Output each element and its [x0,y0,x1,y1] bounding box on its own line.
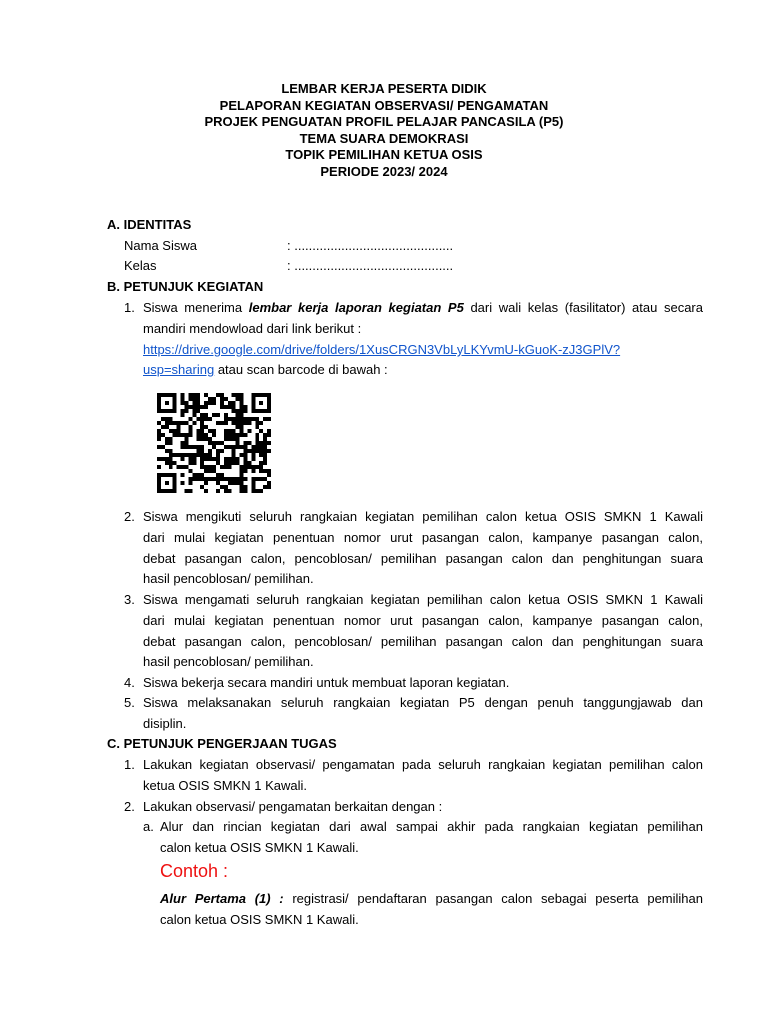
alur-line1 [160,889,703,910]
b-item2-line2: dari mulai kegiatan penentuan nomor urut pasangan calon, kampanye pasangan calon, [143,530,703,545]
b-item1-emphasis: lembar kerja laporan kegiatan P5 [248,300,464,315]
b-item1-post: dari wali kelas (fasilitator) atau secara [463,300,703,315]
c-item1-number: 1. [124,757,135,772]
header-line-6: PERIODE 2023/ 2024 [320,163,448,179]
b-item1-line3 [143,340,620,361]
header-line-2: PELAPORAN KEGIATAN OBSERVASI/ PENGAMATAN [219,97,549,113]
alur-label: Alur Pertama (1) : [160,891,284,906]
qr-code-icon [157,393,271,493]
b-item1-line1 [143,298,703,319]
b-item5-line2: disiplin. [143,716,187,731]
alur-line2: calon ketua OSIS SMKN 1 Kawali. [160,912,359,927]
c-sub-a-line2: calon ketua OSIS SMKN 1 Kawali. [160,840,359,855]
header-line-1: LEMBAR KERJA PESERTA DIDIK [281,81,487,96]
b-item1-after-link: atau scan barcode di bawah : [214,362,388,377]
kelas-label: Kelas [124,258,157,273]
b-item3-line3: debat pasangan calon, pencoblosan/ pemilihan pasangan calon dan penghitungan suara [143,634,703,649]
b-item2-line1: Siswa mengikuti seluruh rangkaian kegiatan pemilihan calon ketua OSIS SMKN 1 Kawali [143,509,703,524]
alur-line1-rest: registrasi/ pendaftaran pasangan calon sebagai peserta pemilihan [283,891,703,906]
section-a-title: A. IDENTITAS [107,217,192,232]
section-c-title: C. PETUNJUK PENGERJAAN TUGAS [107,736,337,751]
c-item1-line2: ketua OSIS SMKN 1 Kawali. [143,778,308,793]
kelas-field[interactable]: : ............................................ [287,258,454,273]
b-item5-line1: Siswa melaksanakan seluruh rangkaian kegiatan P5 dengan penuh tanggungjawab dan [143,695,703,710]
drive-link-part1[interactable]: https://drive.google.com/drive/folders/1XusCRGN3VbLyLKYvmU-kGuoK-zJ3GPlV? [143,342,621,357]
b-item2-number: 2. [124,509,135,524]
b-item1-line2: mandiri mendowload dari link berikut : [143,321,362,336]
c-item2-number: 2. [124,799,135,814]
b-item3-number: 3. [124,592,135,607]
nama-siswa-field[interactable]: : ............................................ [287,238,454,253]
c-item1-line1: Lakukan kegiatan observasi/ pengamatan pada seluruh rangkaian kegiatan pemilihan calon [143,757,703,772]
b-item1-number: 1. [124,300,135,315]
section-b-title: B. PETUNJUK KEGIATAN [107,279,264,294]
b-item2-line4: hasil pencoblosan/ pemilihan. [143,571,314,586]
contoh-heading: Contoh : [160,861,229,881]
c-sub-a-number: a. [143,819,154,834]
header-line-4: TEMA SUARA DEMOKRASI [299,130,469,146]
b-item3-line2: dari mulai kegiatan penentuan nomor urut pasangan calon, kampanye pasangan calon, [143,613,703,628]
nama-siswa-label: Nama Siswa [124,238,197,253]
header-line-3: PROJEK PENGUATAN PROFIL PELAJAR PANCASILA (P5) [204,114,564,129]
b-item4-number: 4. [124,675,135,690]
document-header [0,81,768,180]
b-item4-line1: Siswa bekerja secara mandiri untuk membuat laporan kegiatan. [143,675,510,690]
c-sub-a-line1: Alur dan rincian kegiatan dari awal sampai akhir pada rangkaian kegiatan pemilihan [160,819,703,834]
b-item3-line1: Siswa mengamati seluruh rangkaian kegiatan pemilihan calon ketua OSIS SMKN 1 Kawali [143,592,703,607]
b-item3-line4: hasil pencoblosan/ pemilihan. [143,654,314,669]
c-item2-line1: Lakukan observasi/ pengamatan berkaitan dengan : [143,799,443,814]
drive-link-part2[interactable]: usp=sharing [143,362,215,377]
header-line-5: TOPIK PEMILIHAN KETUA OSIS [285,147,483,162]
b-item5-number: 5. [124,695,135,710]
b-item2-line3: debat pasangan calon, pencoblosan/ pemilihan pasangan calon dan penghitungan suara [143,551,703,566]
b-item1-line4 [143,360,388,381]
b-item1-pre: Siswa menerima [143,300,249,315]
